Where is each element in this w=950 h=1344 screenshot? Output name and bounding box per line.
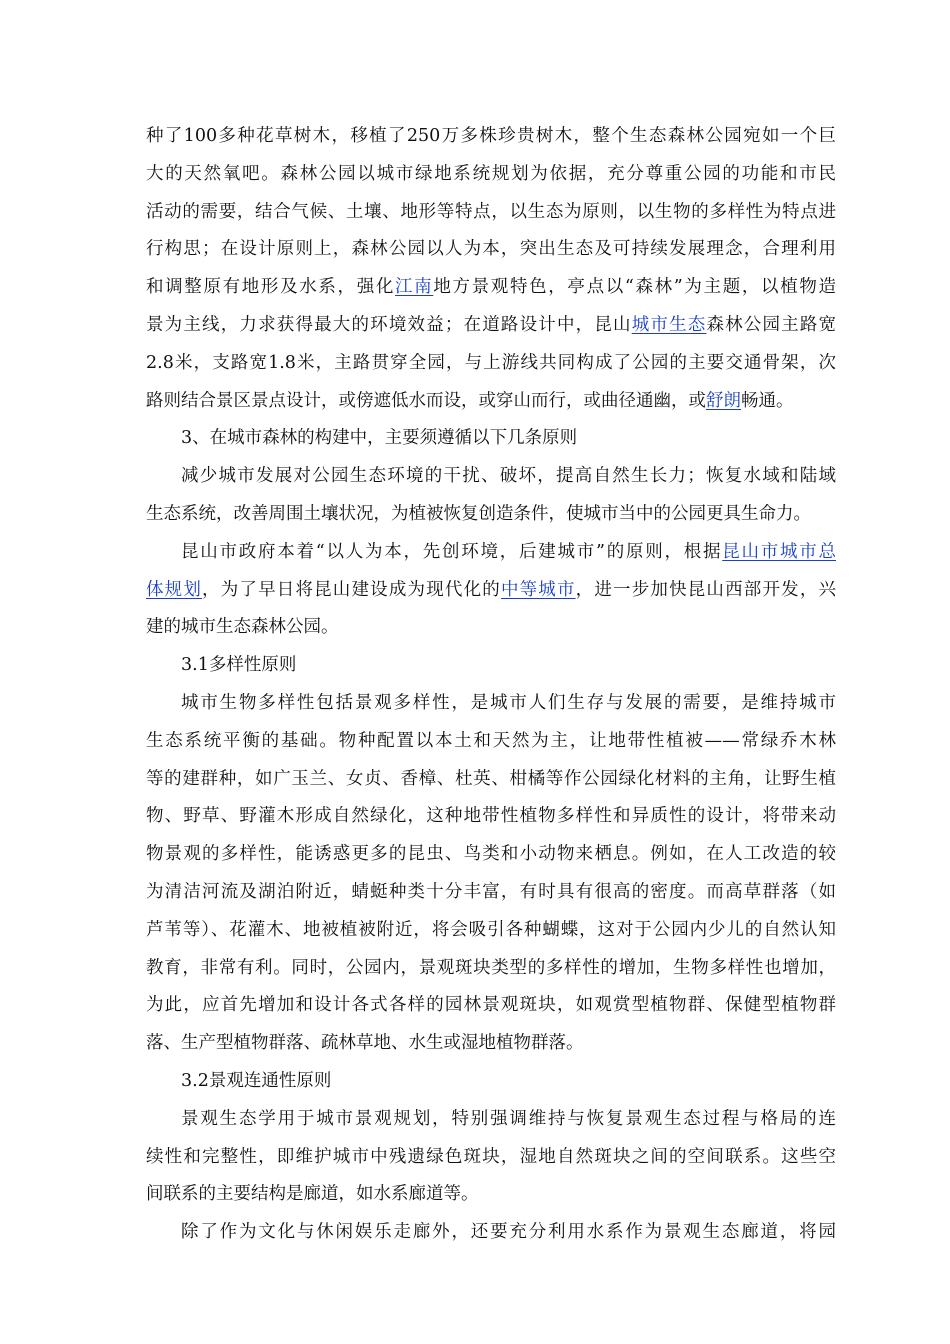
text-line [146,874,836,912]
text-run: 活动的需要，结合气候、土壤、地形等特点，以生态为原则，以生物的多样性为特点进 [146,201,836,222]
paragraph [146,647,836,685]
text-run: 芦苇等）、花灌木、地被植被附近，将会吸引各种蝴蝶，这对于公园内少儿的自然认知 [146,919,836,940]
hyperlink[interactable]: 舒朗 [706,390,741,411]
text-line [146,950,836,988]
hyperlink[interactable]: 昆山市城市总 [722,541,836,562]
paragraph [146,118,836,420]
text-run: 森林公园主路宽 [706,314,837,335]
hyperlink[interactable]: 城市生态 [631,314,707,335]
text-line [146,118,836,156]
text-run: 除了作为文化与休闲娱乐走廊外，还要充分利用水系作为景观生态廊道，将园 [181,1222,836,1243]
paragraph [146,458,836,534]
text-run: 等的建群种，如广玉兰、女贞、香樟、杜英、柑橘等作公园绿化材料的主角，让野生植 [146,768,836,789]
text-line [146,307,836,345]
text-run: ，为了早日将昆山建设成为现代化的 [202,579,501,600]
text-line [146,572,836,610]
text-run: 景观生态学用于城市景观规划，特别强调维持与恢复景观生态过程与格局的连 [181,1108,836,1129]
text-run: 为此，应首先增加和设计各式各样的园林景观斑块，如观赏型植物群、保健型植物群 [146,995,836,1016]
paragraph [146,420,836,458]
text-run: 种了100多种花草树木，移植了250万多株珍贵树木，整个生态森林公园宛如一个巨 [146,126,836,146]
text-line [146,534,836,572]
text-line [146,1101,836,1139]
text-run: 畅通。 [741,390,794,411]
text-line [146,1139,836,1177]
text-line [146,156,836,194]
text-line [146,723,836,761]
text-line [146,798,836,836]
text-run: 间联系的主要结构是廊道，如水系廊道等。 [146,1184,479,1205]
hyperlink[interactable]: 体规划 [146,579,203,600]
text-run: 大的天然氧吧。森林公园以城市绿地系统规划为依据，充分尊重公园的功能和市民 [146,163,836,184]
text-run: 物、野草、野灌木形成自然绿化，这种地带性植物多样性和异质性的设计，将带来动 [146,806,836,827]
text-line [146,269,836,307]
paragraph [146,534,836,647]
hyperlink[interactable]: 中等城市 [500,579,576,600]
text-run: 为清洁河流及湖泊附近，蜻蜓种类十分丰富，有时具有很高的密度。而高草群落（如 [146,881,836,902]
text-line [146,836,836,874]
text-run: 3.2景观连通性原则 [181,1070,332,1091]
text-run: 地方景观特色，亭点以“森林”为主题，以植物造 [433,277,836,298]
text-run: 建的城市生态森林公园。 [146,617,339,638]
text-run: 减少城市发展对公园生态环境的干扰、破坏，提高自然生长力；恢复水域和陆域 [181,466,836,487]
document-body [146,118,836,1252]
text-run: 续性和完整性，即维护城市中残遗绿色斑块，湿地自然斑块之间的空间联系。这些空 [146,1146,836,1167]
text-line [146,496,836,534]
text-run: 教育，非常有利。同时，公园内，景观斑块类型的多样性的增加，生物多样性也增加， [146,957,836,978]
text-line [146,647,836,685]
text-line [146,609,836,647]
text-line [146,987,836,1025]
text-line [146,345,836,383]
text-line [146,420,836,458]
text-run: 路则结合景区景点设计，或傍遮低水而设，或穿山而行，或曲径通幽，或 [146,390,706,411]
text-run: 生态系统平衡的基础。物种配置以本土和天然为主，让地带性植被——常绿乔木林 [146,730,836,751]
paragraph [146,1101,836,1214]
text-run: 2.8米，支路宽1.8米，主路贯穿全园，与上游线共同构成了公园的主要交通骨架，次 [146,352,836,373]
text-run: 3、在城市森林的构建中，主要须遵循以下几条原则 [181,428,578,449]
text-line [146,1063,836,1101]
text-line [146,231,836,269]
text-line [146,761,836,799]
text-line [146,194,836,232]
text-line [146,1214,836,1252]
text-run: 昆山市政府本着“以人为本，先创环境，后建城市”的原则，根据 [181,541,723,562]
text-line [146,685,836,723]
text-line [146,383,836,421]
text-run: 物景观的多样性，能诱惑更多的昆虫、鸟类和小动物来栖息。例如，在人工改造的较 [146,844,836,865]
text-run: 生态系统，改善周围土壤状况，为植被恢复创造条件，使城市当中的公园更具生命力。 [146,503,811,524]
paragraph [146,1214,836,1252]
hyperlink[interactable]: 江南 [395,277,434,298]
paragraph [146,685,836,1063]
text-run: 行构思；在设计原则上，森林公园以人为本，突出生态及可持续发展理念，合理利用 [146,239,836,260]
text-line [146,1025,836,1063]
text-line [146,912,836,950]
text-line [146,458,836,496]
text-run: 城市生物多样性包括景观多样性，是城市人们生存与发展的需要，是维持城市 [181,692,836,713]
paragraph [146,1063,836,1101]
text-run: 落、生产型植物群落、疏林草地、水生或湿地植物群落。 [146,1033,584,1054]
text-line [146,1176,836,1214]
text-run: 景为主线，力求获得最大的环境效益；在道路设计中，昆山 [146,314,632,335]
text-run: ，进一步加快昆山西部开发，兴 [575,579,837,600]
text-run: 3.1多样性原则 [181,655,297,676]
text-run: 和调整原有地形及水系，强化 [146,277,396,298]
